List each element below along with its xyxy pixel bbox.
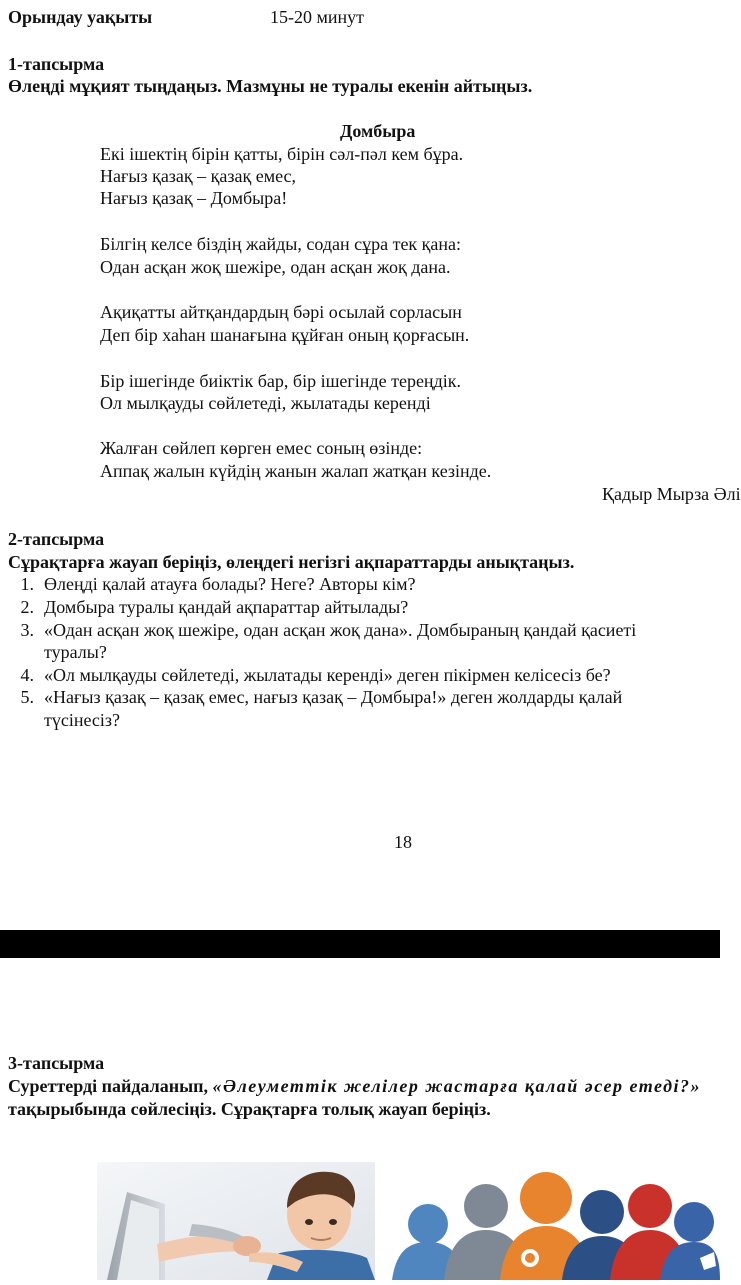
time-label: Орындау уақыты xyxy=(8,7,153,27)
page-number: 18 xyxy=(394,832,412,852)
task3-instruction-line2: тақырыбында сөйлесіңіз. Сұрақтарға толық жауап беріңіз. xyxy=(8,1099,491,1119)
question-text-continued: түсінесіз? xyxy=(44,710,121,730)
task2-instruction: Сұрақтарға жауап беріңіз, өлеңдегі негізгі ақпараттарды анықтаңыз. xyxy=(8,552,575,572)
time-value: 15-20 минут xyxy=(270,7,365,27)
poem-line: Екі ішектің бірін қатты, бірін сәл-пәл кем бұра. xyxy=(100,144,464,164)
boy-computer-illustration xyxy=(97,1162,375,1280)
task1-instruction: Өлеңді мұқият тыңдаңыз. Мазмұны не туралы екенін айтыңыз. xyxy=(8,76,533,96)
question-number: 3. xyxy=(20,620,34,640)
poem-line: Нағыз қазақ – қазақ емес, xyxy=(100,166,297,186)
task3-topic: «Әлеуметтік желілер жастарға қалай әсер етеді?» xyxy=(212,1076,702,1096)
poem-line: Жалған сөйлеп көрген емес соның өзінде: xyxy=(100,438,423,458)
question-number: 4. xyxy=(20,665,34,685)
question-number: 5. xyxy=(20,687,34,707)
task2-number: 2-тапсырма xyxy=(8,529,105,549)
question-text: «Одан асқан жоқ шежіре, одан асқан жоқ дана». Домбыраның қандай қасиеті xyxy=(44,620,637,640)
poem-author: Қадыр Мырза Әлі xyxy=(602,484,741,504)
silhouettes-illustration xyxy=(388,1162,720,1280)
poem-line: Аппақ жалын күйдің жанын жалап жатқан кезінде. xyxy=(100,461,492,481)
poem-line: Одан асқан жоқ шежіре, одан асқан жоқ дана. xyxy=(100,257,451,277)
poem-line: Бір ішегінде биіктік бар, бір ішегінде тереңдік. xyxy=(100,371,461,391)
poem-line: Ол мылқауды сөйлетеді, жылатады керенді xyxy=(100,393,431,413)
task3-number: 3-тапсырма xyxy=(8,1053,105,1073)
poem-line: Білгің келсе біздің жайды, содан сұра тек қана: xyxy=(100,234,462,254)
task1-number: 1-тапсырма xyxy=(8,54,105,74)
photo-social-media-silhouettes xyxy=(388,1162,720,1280)
question-text: «Нағыз қазақ – қазақ емес, нағыз қазақ – Домбыра!» деген жолдарды қалай xyxy=(44,687,623,707)
poem-line: Деп бір хаһан шанағына құйған оның қорғасын. xyxy=(100,325,470,345)
page-separator xyxy=(0,930,720,958)
poem-line: Нағыз қазақ – Домбыра! xyxy=(100,188,288,208)
task3-instruction-line1 xyxy=(8,1075,720,1097)
question-text: Өлеңді қалай атауға болады? Неге? Авторы кім? xyxy=(44,574,416,594)
question-number: 2. xyxy=(20,597,34,617)
photo-boy-with-computer xyxy=(97,1162,375,1280)
poem-title: Домбыра xyxy=(340,121,416,141)
question-text: «Ол мылқауды сөйлетеді, жылатады керенді» деген пікірмен келісесіз бе? xyxy=(44,665,611,685)
question-number: 1. xyxy=(20,574,34,594)
poem-line: Ақиқатты айтқандардың бәрі осылай сорласын xyxy=(100,302,462,322)
question-text: Домбыра туралы қандай ақпараттар айтылады? xyxy=(44,597,409,617)
question-text-continued: туралы? xyxy=(44,642,107,662)
task3-instruction-lead: Суреттерді пайдаланып, xyxy=(8,1076,213,1096)
